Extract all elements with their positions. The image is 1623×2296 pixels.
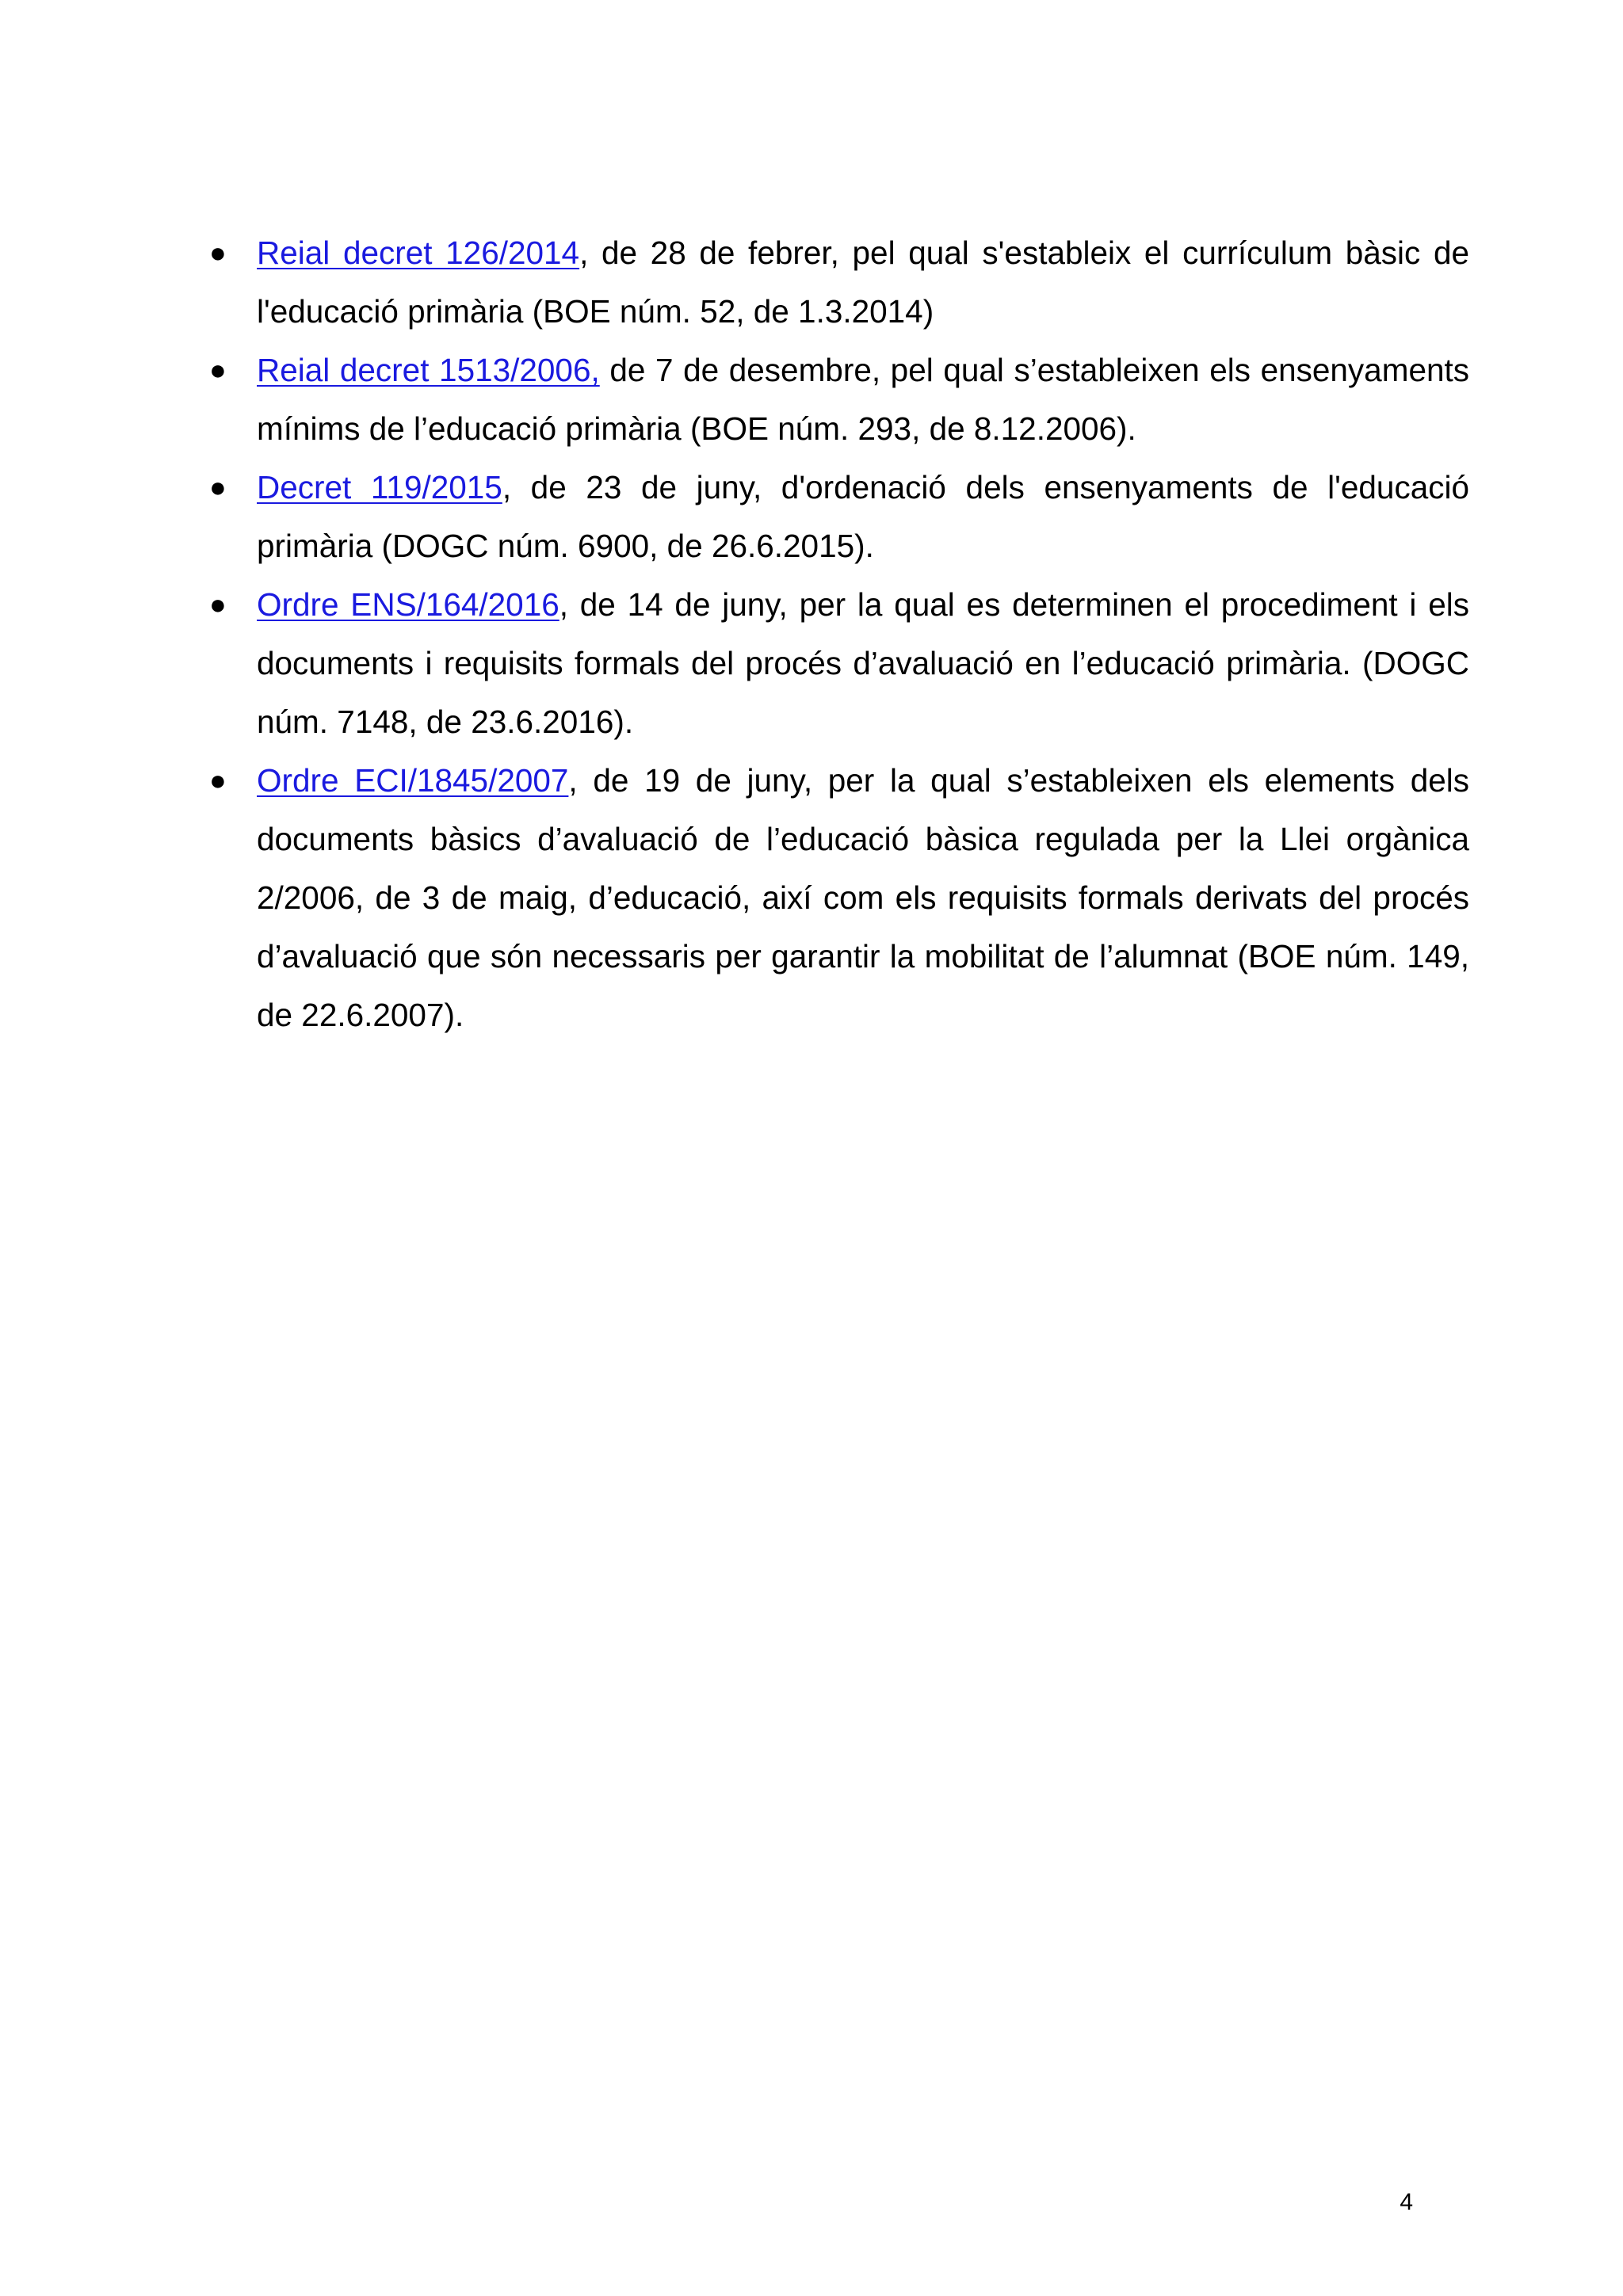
- reference-link[interactable]: Reial decret 126/2014: [257, 235, 580, 271]
- reference-text: , de 28 de febrer, pel qual s'estableix el currículum bàsic de l'educació primària (BOE núm. 52, de 1.3.2014): [257, 235, 1469, 330]
- reference-item: [201, 575, 1469, 751]
- bullet-icon: ●: [209, 588, 227, 620]
- reference-link[interactable]: Ordre ENS/164/2016: [257, 586, 559, 623]
- bullet-icon: ●: [209, 236, 227, 269]
- page-number: 4: [1400, 2189, 1413, 2215]
- bullet-icon: ●: [209, 764, 227, 796]
- reference-link[interactable]: Ordre ECI/1845/2007: [257, 762, 569, 799]
- reference-text: , de 14 de juny, per la qual es determinen el procediment i els documents i requisits formals del procés d’avaluació en l’educació primària. (DOGC núm. 7148, de 23.6.2016).: [257, 586, 1469, 740]
- reference-text: , de 19 de juny, per la qual s’estableixen els elements dels documents bàsics d’avaluació de l’educació bàsica regulada per la Llei orgànica 2/2006, de 3 de maig, d’educació, així com els requisits formals derivats del procés d’avaluació que són necessaris per garantir la mobilitat de l’alumnat (BOE núm. 149, de 22.6.2007).: [257, 762, 1469, 1033]
- reference-text: , de 23 de juny, d'ordenació dels ensenyaments de l'educació primària (DOGC núm. 6900, de 26.6.2015).: [257, 469, 1469, 564]
- reference-text: de 7 de desembre, pel qual s’estableixen els ensenyaments mínims de l’educació primària (BOE núm. 293, de 8.12.2006).: [257, 352, 1469, 447]
- reference-link[interactable]: Reial decret 1513/2006,: [257, 352, 600, 388]
- bullet-icon: ●: [209, 471, 227, 503]
- reference-item: [201, 341, 1469, 458]
- reference-item: [201, 458, 1469, 575]
- reference-item: [201, 223, 1469, 341]
- reference-item: [201, 751, 1469, 1044]
- reference-link[interactable]: Decret 119/2015: [257, 469, 502, 505]
- bullet-icon: ●: [209, 353, 227, 386]
- reference-list: [201, 223, 1469, 1044]
